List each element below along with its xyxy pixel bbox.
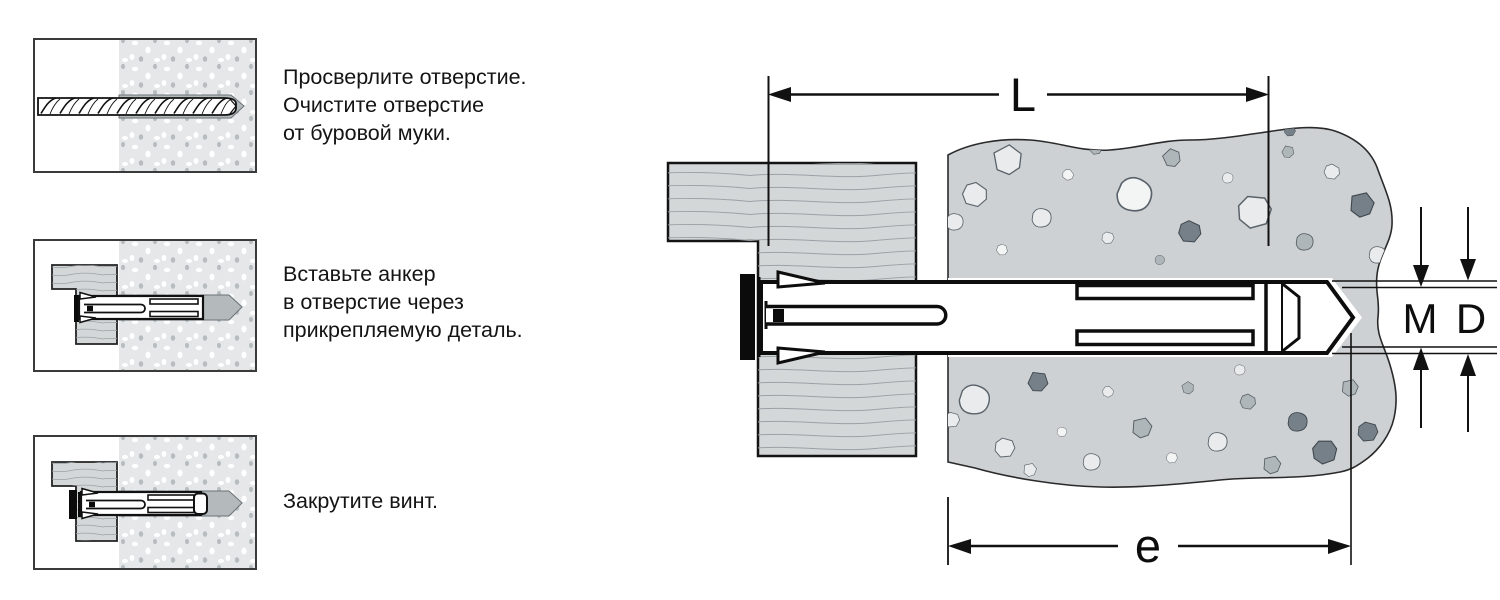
step-1-line-1: Просверлите отверстие.: [283, 65, 527, 89]
step-3-line-1: Закрутите винт.: [283, 489, 438, 513]
screw-head: [740, 274, 755, 360]
dim-label-length: L: [1009, 68, 1037, 121]
dim-label-thread: M: [1402, 295, 1438, 342]
step-2-line-3: прикрепляемую деталь.: [283, 318, 523, 342]
washer: [757, 277, 761, 357]
anchor-bolt: [740, 272, 1353, 363]
dim-label-embedment: e: [1134, 519, 1162, 572]
expansion-slot-top: [1077, 286, 1253, 299]
dim-label-drill: D: [1455, 295, 1487, 342]
step-2-line-2: в отверстие через: [283, 290, 464, 314]
screw-shaft-slot: [766, 307, 946, 325]
expansion-slot-bottom: [1077, 331, 1253, 345]
step-1-line-2: Очистите отверстие: [283, 93, 485, 117]
step-1-line-3: от буровой муки.: [283, 121, 451, 145]
step-2-line-1: Вставьте анкер: [283, 262, 436, 286]
